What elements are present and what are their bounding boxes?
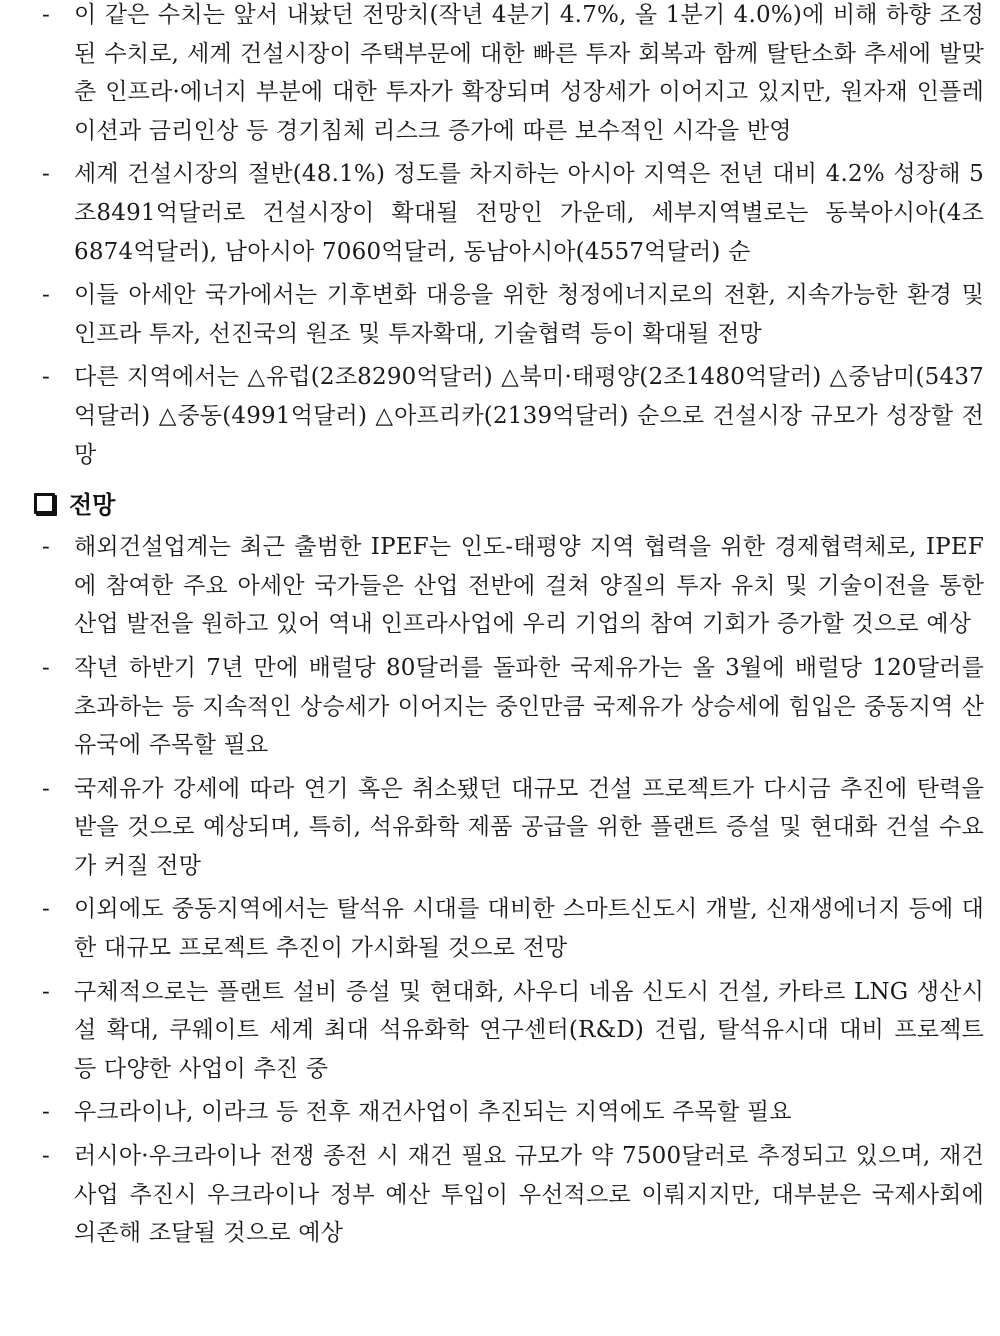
section-heading xyxy=(34,480,984,524)
bullet-dash: - xyxy=(42,282,50,309)
checkbox-square-icon xyxy=(34,493,55,514)
bullet-dash: - xyxy=(42,896,50,923)
section-title: 전망 xyxy=(69,490,116,519)
bullet-dash: - xyxy=(42,1143,50,1170)
bullet-dash: - xyxy=(42,978,50,1005)
bullet-text: 이외에도 중동지역에서는 탈석유 시대를 대비한 스마트신도시 개발, 신재생에너지 등에 대한 대규모 프로젝트 추진이 가시화될 것으로 전망 xyxy=(74,896,984,962)
bullet-item xyxy=(30,890,984,967)
bullet-text: 해외건설업계는 최근 출범한 IPEF는 인도-태평양 지역 협력을 위한 경제협력체로, IPEF에 참여한 주요 아세안 국가들은 산업 전반에 걸쳐 양질의 투자 유치 및 기술이전을 통한 산업 발전을 원하고 있어 역내 인프라사업에 우리 기업의 참여 기회가 증가할 것으로 예상 xyxy=(74,534,984,638)
bullet-text: 세계 건설시장의 절반(48.1%) 정도를 차지하는 아시아 지역은 전년 대비 4.2% 성장해 5조8491억달러로 건설시장이 확대될 전망인 가운데, 세부지역별로는 동북아시아(4조6874억달러), 남아시아 7060억달러, 동남아시아(4557억달러) 순 xyxy=(74,161,984,265)
bullet-item xyxy=(30,973,984,1089)
bullet-item xyxy=(30,528,984,644)
bullet-text: 이 같은 수치는 앞서 내놨던 전망치(작년 4분기 4.7%, 올 1분기 4.0%)에 비해 하향 조정된 수치로, 세계 건설시장이 주택부문에 대한 빠른 투자 회복과 함께 탈탄소화 추세에 발맞춘 인프라·에너지 부분에 대한 투자가 확장되며 성장세가 이어지고 있지만, 원자재 인플레이션과 금리인상 등 경기침체 리스크 증가에 따른 보수적인 시각을 반영 xyxy=(74,2,984,144)
bullet-text: 작년 하반기 7년 만에 배럴당 80달러를 돌파한 국제유가는 올 3월에 배럴당 120달러를 초과하는 등 지속적인 상승세가 이어지는 중인만큼 국제유가 상승세에 힘입은 중동지역 산유국에 주목할 필요 xyxy=(74,654,984,759)
bullet-item xyxy=(30,155,984,271)
bullet-item xyxy=(30,1137,984,1253)
bullet-item xyxy=(30,358,984,474)
bullet-text: 구체적으로는 플랜트 설비 증설 및 현대화, 사우디 네옴 신도시 건설, 카타르 LNG 생산시설 확대, 쿠웨이트 세계 최대 석유화학 연구센터(R&D) 건립, 탈석유시대 대비 프로젝트 등 다양한 사업이 추진 중 xyxy=(74,978,984,1082)
bullet-text: 이들 아세안 국가에서는 기후변화 대응을 위한 청정에너지로의 전환, 지속가능한 환경 및 인프라 투자, 선진국의 원조 및 투자확대, 기술협력 등이 확대될 전망 xyxy=(74,282,984,347)
bullet-text: 다른 지역에서는 △유럽(2조8290억달러) △북미·태평양(2조1480억달러) △중남미(5437억달러) △중동(4991억달러) △아프리카(2139억달러) 순으로 건설시장 규모가 성장할 전망 xyxy=(74,364,984,468)
bullet-dash: - xyxy=(42,161,50,188)
bullet-item xyxy=(30,1093,984,1132)
bullet-item xyxy=(30,770,984,886)
bullet-dash: - xyxy=(42,775,50,802)
bullet-text: 국제유가 강세에 따라 연기 혹은 취소됐던 대규모 건설 프로젝트가 다시금 추진에 탄력을 받을 것으로 예상되며, 특히, 석유화학 제품 공급을 위한 플랜트 증설 및 현대화 건설 수요가 커질 전망 xyxy=(74,775,984,879)
bullet-dash: - xyxy=(42,534,50,561)
bullet-text: 우크라이나, 이라크 등 전후 재건사업이 추진되는 지역에도 주목할 필요 xyxy=(74,1099,792,1126)
bullet-item xyxy=(30,649,984,765)
bullet-dash: - xyxy=(42,364,50,391)
bullet-dash: - xyxy=(42,1099,50,1126)
bullet-text: 러시아·우크라이나 전쟁 종전 시 재건 필요 규모가 약 7500달러로 추정되고 있으며, 재건사업 추진시 우크라이나 정부 예산 투입이 우선적으로 이뤄지지만, 대부분은 국제사회에 의존해 조달될 것으로 예상 xyxy=(74,1143,984,1247)
bullet-dash: - xyxy=(42,2,50,28)
bullet-item xyxy=(30,276,984,353)
bullet-item xyxy=(30,0,984,150)
bullet-dash: - xyxy=(42,654,50,681)
